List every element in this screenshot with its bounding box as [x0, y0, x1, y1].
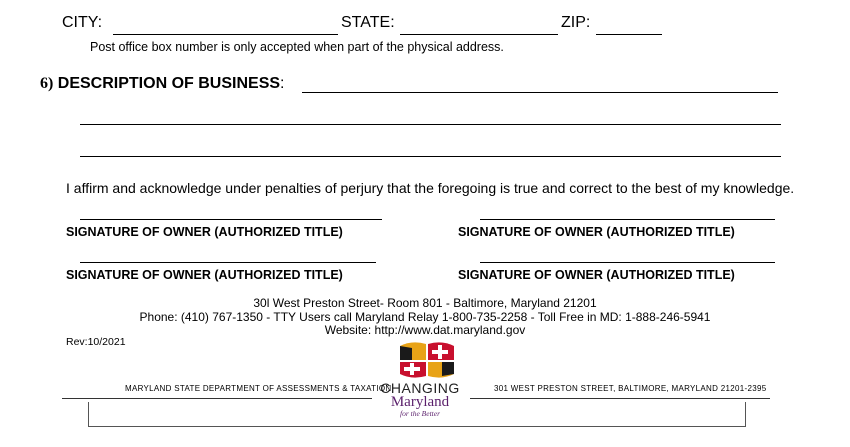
state-label: STATE: [341, 14, 395, 31]
signature-label-4: SIGNATURE OF OWNER (AUTHORIZED TITLE) [458, 268, 735, 282]
zip-label: ZIP: [561, 14, 591, 31]
signature-field-4[interactable] [480, 262, 775, 263]
footer-rule-right [470, 398, 770, 399]
description-field-line-3[interactable] [80, 156, 781, 157]
logo-word-maryland: Maryland [390, 394, 450, 410]
city-label: CITY: [62, 14, 103, 31]
address-row [62, 14, 102, 32]
footer-box [88, 402, 746, 427]
revision-date: Rev:10/2021 [66, 336, 126, 348]
footer-rule-left [62, 398, 372, 399]
changing-maryland-flag-logo [398, 340, 456, 380]
city-field[interactable] [113, 34, 338, 35]
description-field-line-2[interactable] [80, 124, 781, 125]
section-number: 6) [40, 75, 54, 92]
description-label: DESCRIPTION OF BUSINESS [57, 75, 281, 92]
description-colon: : [280, 75, 285, 92]
signature-label-3: SIGNATURE OF OWNER (AUTHORIZED TITLE) [66, 268, 343, 282]
signature-field-2[interactable] [480, 219, 775, 220]
zip-field[interactable] [596, 34, 662, 35]
affirmation-text: I affirm and acknowledge under penalties of perjury that the foregoing is true and correct to the best of my knowledge. [66, 180, 795, 196]
contact-phone: Phone: (410) 767-1350 - TTY Users call Maryland Relay 1-800-735-2258 - Toll Free in MD: 1-888-246-5941 [139, 309, 711, 324]
signature-label-2: SIGNATURE OF OWNER (AUTHORIZED TITLE) [458, 225, 735, 239]
description-heading [40, 75, 284, 93]
logo-tagline: for the Better [400, 409, 440, 418]
footer-address: 301 WEST PRESTON STREET, BALTIMORE, MARYLAND 21201-2395 [494, 384, 767, 393]
footer-department: MARYLAND STATE DEPARTMENT OF ASSESSMENTS & TAXATION [125, 384, 392, 393]
signature-field-3[interactable] [80, 262, 376, 263]
description-field-line-1[interactable] [302, 92, 778, 93]
state-field[interactable] [400, 34, 558, 35]
contact-website: Website: http://www.dat.maryland.gov [324, 323, 526, 337]
logo-word-changing: CHANGING [380, 380, 460, 396]
contact-street: 30l West Preston Street- Room 801 - Baltimore, Maryland 21201 [253, 296, 597, 310]
signature-field-1[interactable] [80, 219, 382, 220]
po-box-note: Post office box number is only accepted when part of the physical address. [90, 40, 504, 54]
contact-block [0, 297, 850, 338]
signature-label-1: SIGNATURE OF OWNER (AUTHORIZED TITLE) [66, 225, 343, 239]
